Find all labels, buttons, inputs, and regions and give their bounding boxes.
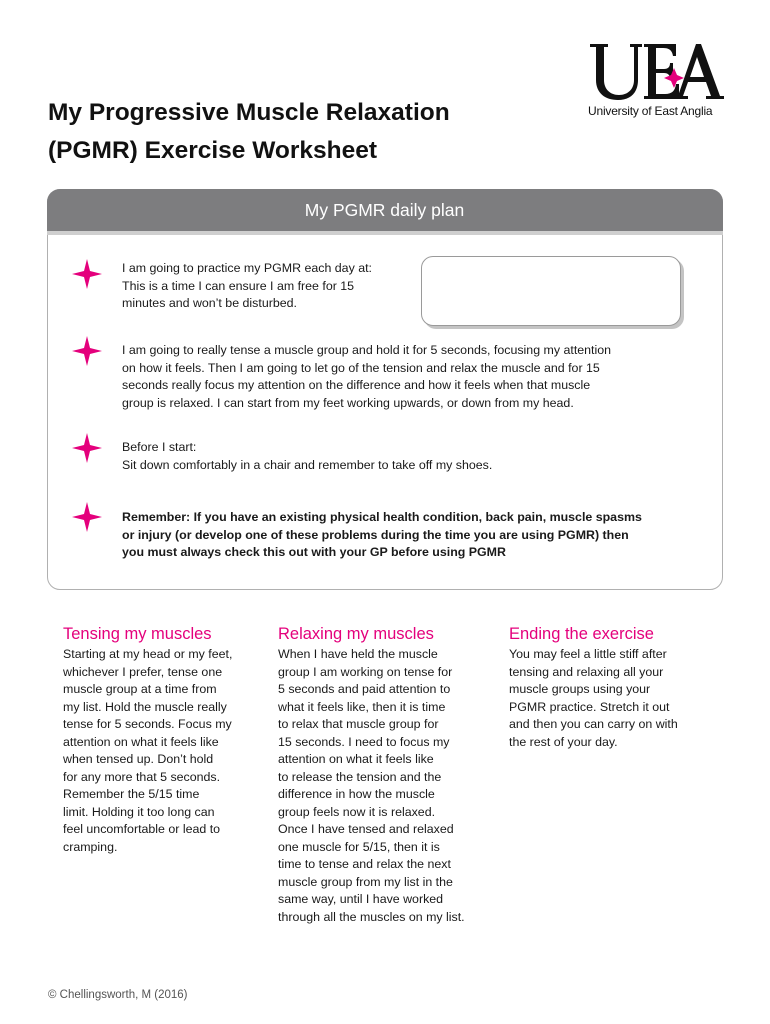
four-point-star-icon (72, 259, 102, 289)
section-line: time to tense and relax the next (278, 857, 451, 871)
plan-item-line: Remember: If you have an existing physical health condition, back pain, muscle spasms (122, 510, 642, 524)
section-line: the rest of your day. (509, 734, 618, 749)
section-line: limit. Holding it too long can (63, 804, 215, 819)
section-line: same way, until I have worked (278, 892, 444, 906)
section-line: my list. Hold the muscle really (63, 699, 227, 714)
section-line: group feels now it is relaxed. (278, 804, 436, 819)
plan-item-line: I am going to really tense a muscle group and hold it for 5 seconds, focusing my attention (122, 343, 612, 357)
section-line: You may feel a little stiff after (509, 647, 667, 661)
section-line: to release the tension and the (278, 769, 442, 784)
copyright-notice: © Chellingsworth, M (2016) (48, 989, 188, 1001)
section-line: When I have held the muscle (278, 647, 438, 661)
section-heading: Relaxing my muscles (278, 625, 434, 643)
section-line: through all the muscles on my list. (278, 909, 465, 924)
four-point-star-icon (72, 433, 102, 463)
section-line: and then you can carry on with (509, 717, 678, 731)
section-line: cramping. (63, 839, 118, 854)
section-line: when tensed up. Don’t hold (63, 752, 214, 766)
section-relaxing (278, 624, 508, 926)
title-line-1: My Progressive Muscle Relaxation (48, 99, 450, 126)
section-heading: Tensing my muscles (63, 625, 212, 643)
section-line: 5 seconds and paid attention to (278, 682, 451, 696)
plan-item-line: This is a time I can ensure I am free for 15 (122, 278, 355, 293)
section-line: whichever I prefer, tense one (63, 664, 223, 679)
plan-item-line: or injury (or develop one of these problems during the time you are using PGMR) then (122, 527, 629, 542)
plan-item-line: Before I start: (122, 440, 197, 454)
plan-item-line: you must always check this out with your GP before using PGMR (122, 545, 506, 559)
page-title (48, 94, 528, 170)
section-line: group I am working on tense for (278, 664, 453, 679)
plan-item-line: I am going to practice my PGMR each day at: (122, 261, 372, 275)
plan-item-line: Sit down comfortably in a chair and remember to take off my shoes. (122, 457, 493, 472)
section-ending (509, 624, 739, 751)
plan-item-line: seconds really focus my attention on the difference and how it feels when that muscle (122, 378, 591, 392)
section-line: muscle groups using your (509, 682, 651, 696)
university-name: University of East Anglia (588, 104, 713, 118)
section-line: tensing and relaxing all your (509, 664, 664, 679)
section-line: attention on what it feels like (63, 734, 219, 749)
section-line: Once I have tensed and relaxed (278, 822, 454, 836)
title-line-2: (PGMR) Exercise Worksheet (48, 137, 378, 164)
uea-logo-mark (588, 42, 724, 102)
daily-plan-heading: My PGMR daily plan (47, 189, 723, 231)
section-heading: Ending the exercise (509, 625, 654, 643)
uea-logo (588, 42, 728, 118)
four-point-star-icon (72, 502, 102, 532)
section-line: muscle group at a time from (63, 682, 217, 696)
practice-time-input[interactable] (421, 256, 681, 326)
section-line: to relax that muscle group for (278, 717, 439, 731)
section-line: one muscle for 5/15, then it is (278, 839, 440, 854)
plan-item-line: on how it feels. Then I am going to let go of the tension and relax the muscle and for 15 (122, 360, 600, 375)
section-line: Starting at my head or my feet, (63, 647, 233, 661)
plan-item-line: minutes and won’t be disturbed. (122, 296, 297, 310)
four-point-star-icon (72, 336, 102, 366)
section-line: muscle group from my list in the (278, 874, 453, 889)
section-line: Remember the 5/15 time (63, 787, 200, 801)
section-line: for any more that 5 seconds. (63, 769, 221, 784)
section-line: PGMR practice. Stretch it out (509, 699, 670, 714)
section-line: attention on what it feels like (278, 752, 434, 766)
section-line: 15 seconds. I need to focus my (278, 734, 450, 749)
section-line: difference in how the muscle (278, 787, 435, 801)
plan-item-line: group is relaxed. I can start from my feet working upwards, or down from my head. (122, 395, 574, 410)
section-line: tense for 5 seconds. Focus my (63, 717, 232, 731)
section-line: feel uncomfortable or lead to (63, 822, 221, 836)
section-tensing (63, 624, 293, 856)
section-line: what it feels like, then it is time (278, 699, 446, 714)
daily-plan-box (47, 189, 723, 590)
